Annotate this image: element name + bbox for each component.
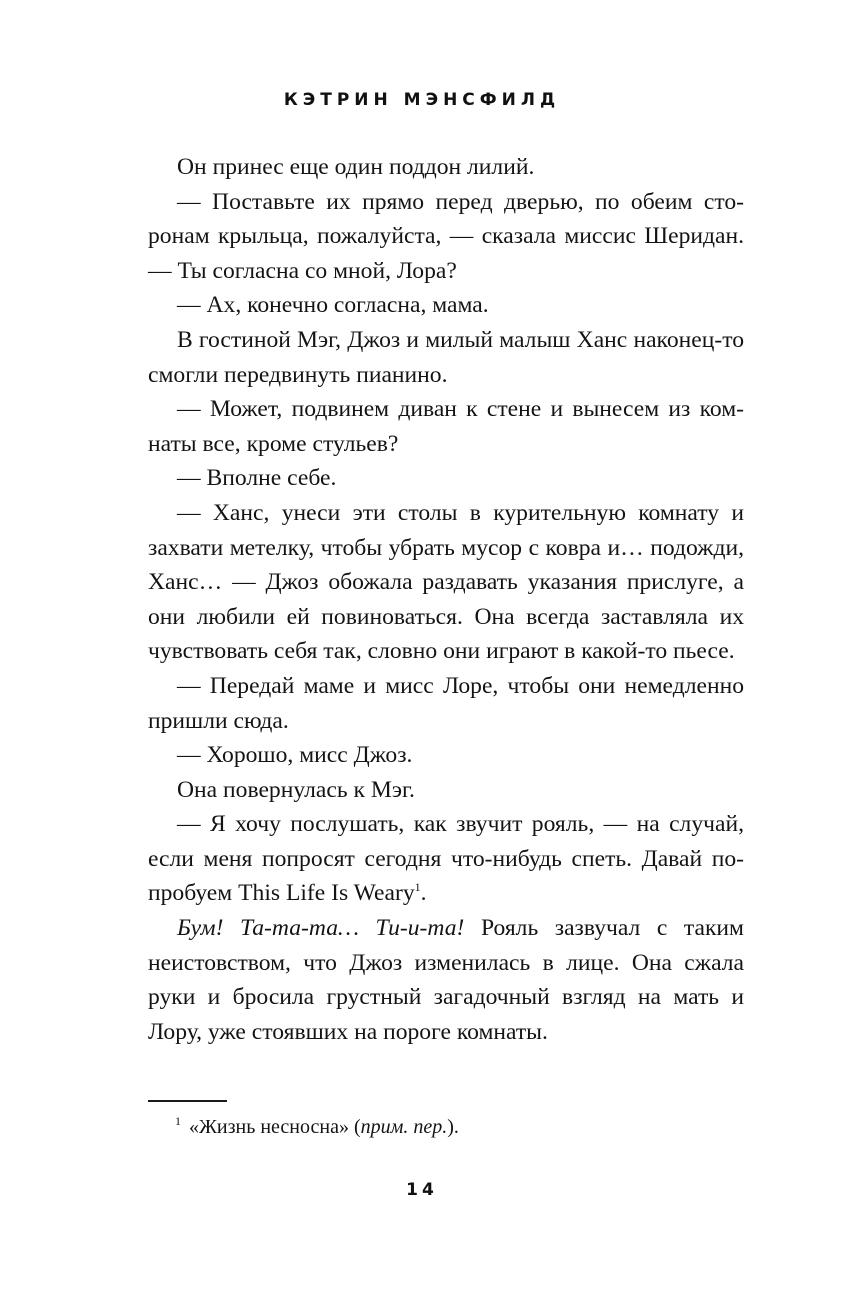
paragraph: — Передай маме и мисс Лоре, чтобы они немедленно пришли сюда. <box>148 672 744 734</box>
paragraph: В гостиной Мэг, Джоз и милый малыш Ханс наконец-то смогли передвинуть пианино. <box>148 326 744 388</box>
paragraph: — Вполне себе. <box>177 465 337 492</box>
footnote-number: 1 <box>175 1114 181 1129</box>
paragraph-piano-text: Рояль зазвучал с таким неистовством, что Джоз изменилась в лице. Она сжала руки и бросила грустный загадочный взгляд на мать и Лору, уже стоявших на пороге комнаты. <box>148 915 744 1045</box>
paragraph-piano <box>148 911 744 1049</box>
paragraph-song-text: — Я хочу послушать, как звучит рояль, — на случай, если меня попросят сегодня что-нибудь спеть. Давай попробуем This Life Is Weary <box>148 811 744 907</box>
page-number: 14 <box>406 1180 438 1200</box>
running-head: КЭТРИН МЭНСФИЛД <box>283 90 561 110</box>
paragraph: — Хорошо, мисс Джоз. <box>177 742 413 769</box>
paragraph: — Ах, конечно согласна, мама. <box>177 292 489 319</box>
footnote <box>175 1113 735 1141</box>
footnote-reference[interactable]: 1 <box>414 880 421 895</box>
footnote-end: ). <box>447 1116 459 1138</box>
paragraph: Она повернулась к Мэг. <box>177 776 415 803</box>
paragraph-song <box>148 807 744 911</box>
paragraph: — Может, подвинем диван к стене и вынесем из комнаты все, кроме стульев? <box>148 396 744 457</box>
body-text <box>148 150 744 1049</box>
footnote-italic: прим. пер. <box>360 1116 448 1138</box>
paragraph: — Поставьте их прямо перед дверью, по обеим сторонам крыльца, пожалуйста, — сказала миссис Шеридан. — Ты согласна со мной, Лора? <box>148 188 744 284</box>
footnote-text: «Жизнь несносна» ( <box>189 1116 361 1138</box>
footnote-divider <box>148 1100 227 1102</box>
paragraph: — Ханс, унеси эти столы в курительную комнату и захвати метелку, чтобы убрать мусор с ковра и… подожди, Ханс… — Джоз обожала раздавать указания прислуге, а они любили ей повиноваться. Она всегда заставляла их чувствовать себя так, словно они играют в какой-то пьесе. <box>148 499 744 665</box>
paragraph: Он принес еще один поддон лилий. <box>177 154 535 180</box>
paragraph-song-end: . <box>420 880 427 907</box>
piano-sound-italic: Бум! Та-та-та… Ти-и-та! <box>177 915 465 942</box>
